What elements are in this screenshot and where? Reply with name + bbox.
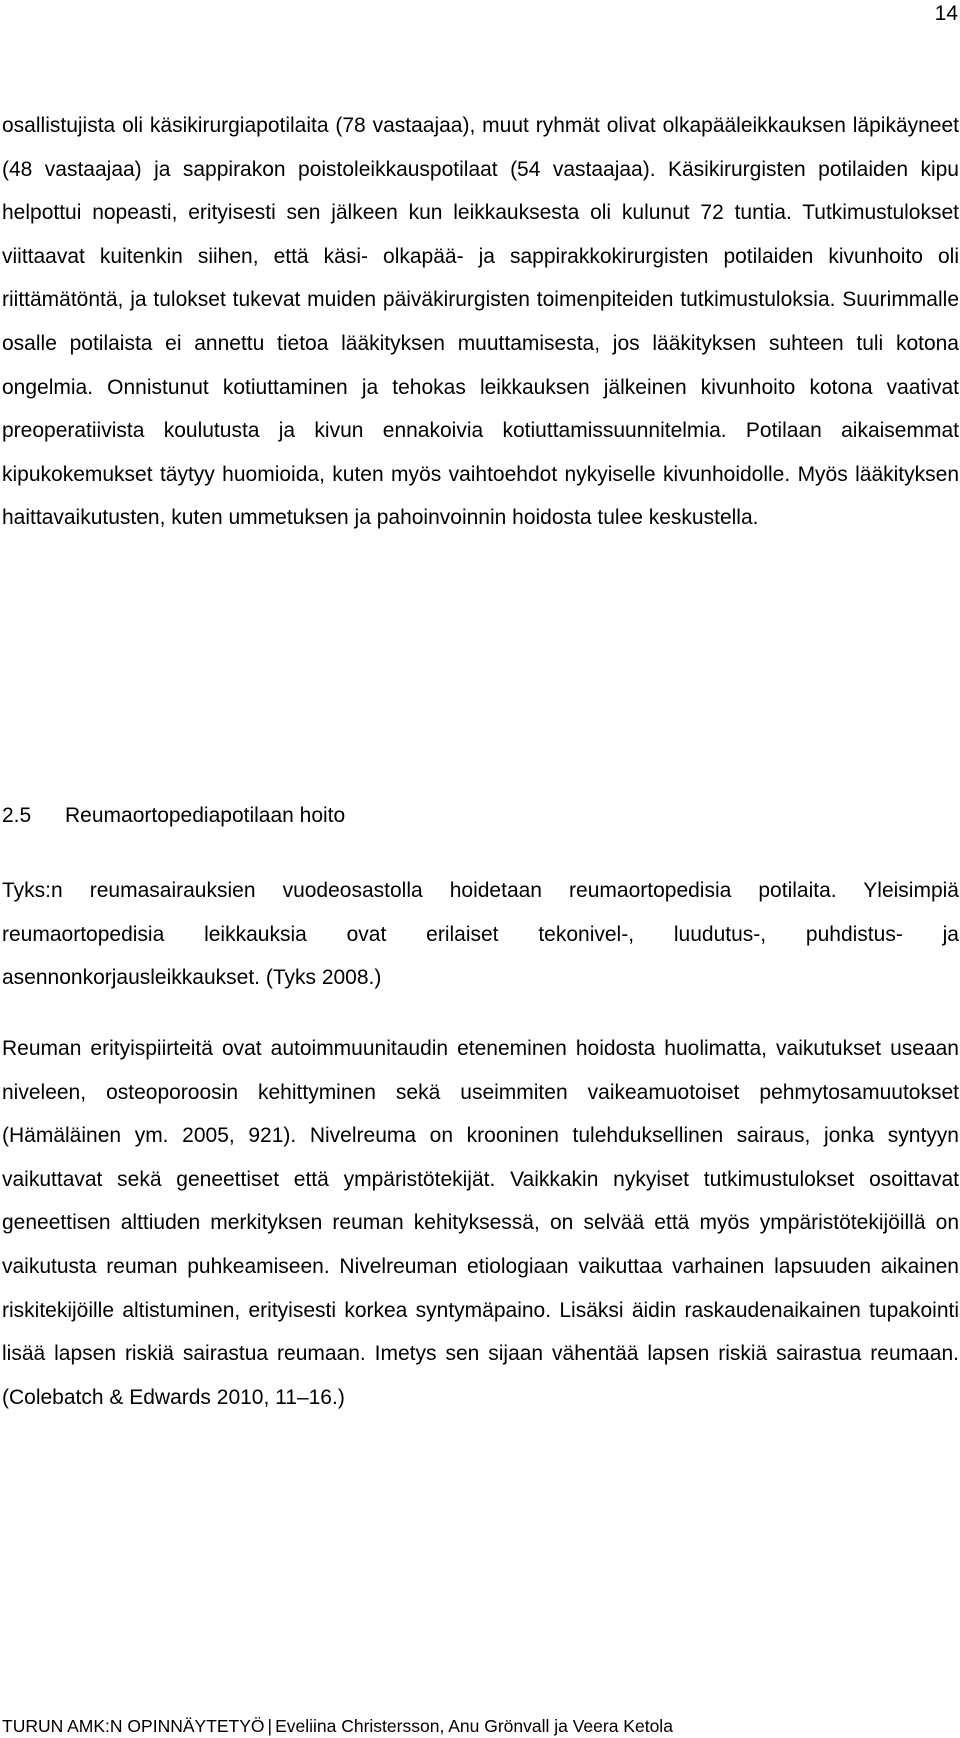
- paragraph-1: osallistujista oli käsikirurgiapotilaita (78 vastaajaa), muut ryhmät olivat olkapääleikkauksen läpikäyneet (48 vastaajaa) ja sappirakon poistoleikkauspotilaat (54 vastaajaa). Käsikirurgisten potilaiden kipu helpottui nopeasti, erityisesti sen jälkeen kun leikkauksesta oli kulunut 72 tuntia. Tutkimustulokset viittaavat kuitenkin siihen, että käsi- olkapää- ja sappirakkokirurgisten potilaiden kivunhoito oli riittämätöntä, ja tulokset tukevat muiden päiväkirurgisten toimenpiteiden tutkimustuloksia. Suurimmalle osalle potilaista ei annettu tietoa lääkityksen muuttamisesta, jos lääkityksen suhteen tuli kotona ongelmia. Onnistunut kotiuttaminen ja tehokas leikkauksen jälkeinen kivunhoito kotona vaativat preoperatiivista koulutusta ja kivun ennakoivia kotiuttamissuunnitelmia. Potilaan aikaisemmat kipukokemukset täytyy huomioida, kuten myös vaihtoehdot nykyiselle kivunhoidolle. Myös lääkityksen haittavaikutusten, kuten ummetuksen ja pahoinvoinnin hoidosta tulee keskustella.: [2, 114, 959, 530]
- page-number: 14: [934, 2, 958, 25]
- section-heading: [2, 794, 345, 838]
- footer-separator: |: [267, 1716, 273, 1736]
- paragraph-3: Reuman erityispiirteitä ovat autoimmuunitaudin eteneminen hoidosta huolimatta, vaikutukset useaan niveleen, osteoporoosin kehittyminen sekä useimmiten vaikeamuotoiset pehmytosamuutokset (Hämäläinen ym. 2005, 921). Nivelreuma on krooninen tulehduksellinen sairaus, jonka syntyyn vaikuttavat sekä geneettiset että ympäristötekijät. Vaikkakin nykyiset tutkimustulokset osoittavat geneettisen alttiuden merkityksen reuman kehityksessä, on selvää että myös ympäristötekijöillä on vaikutusta reuman puhkeamiseen. Nivelreuman etiologiaan vaikuttaa varhainen lapsuuden aikainen riskitekijöille altistuminen, erityisesti korkea syntymäpaino. Lisäksi äidin raskaudenaikainen tupakointi lisää lapsen riskiä sairastua reumaan. Imetys sen sijaan vähentää lapsen riskiä sairastua reumaan. (Colebatch & Edwards 2010, 11–16.): [2, 1037, 959, 1409]
- paragraph-2: Tyks:n reumasairauksien vuodeosastolla hoidetaan reumaortopedisia potilaita. Yleisimpiä reumaortopedisia leikkauksia ovat erilaiset tekonivel-, luudutus-, puhdistus- ja asennonkorjausleikkaukset. (Tyks 2008.): [2, 879, 959, 990]
- section-title: Reumaortopediapotilaan hoito: [65, 804, 346, 827]
- page-footer: [2, 1714, 673, 1738]
- footer-authors: Eveliina Christersson, Anu Grönvall ja Veera Ketola: [275, 1716, 673, 1736]
- section-number: 2.5: [2, 804, 32, 827]
- footer-institution: TURUN AMK:N OPINNÄYTETYÖ: [2, 1716, 265, 1736]
